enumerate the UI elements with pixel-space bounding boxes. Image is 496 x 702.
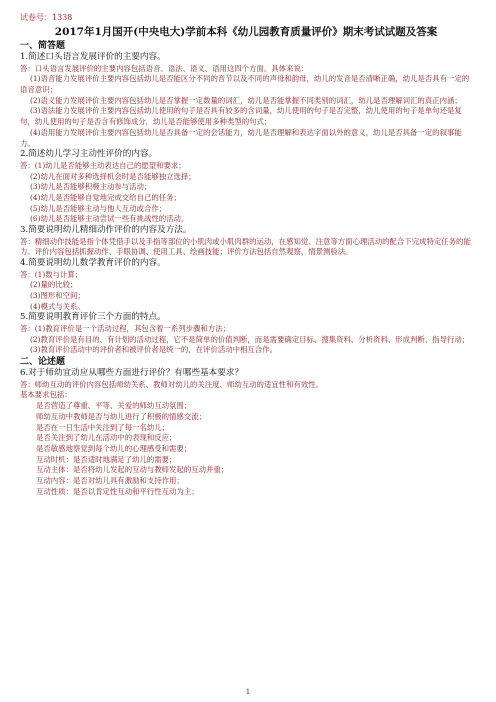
answer-1-point: (2)语义能力发展评价主要内容包括幼儿是否掌握一定数量的词汇，幼儿是否能掌握不同类别的词汇，幼儿是否理解词汇的真正内涵； (30, 95, 462, 105)
answer-6-line: 互动主体：是否将幼儿发起的互动与教师发起的互动并重； (36, 465, 229, 475)
document-title: 2017年1月国开(中央电大)学前本科《幼儿园教育质量评价》期末考试试题及答案 (54, 26, 438, 38)
answer-2-line: (3)幼儿是否能够积极主动参与活动； (30, 182, 152, 192)
answer-6-intro: 答：师幼互动的评价内容包括师幼关系、教师对幼儿的关注度、师幼互动的适宜性和有效性。 (20, 379, 324, 389)
answer-4-line: (2)量的比较； (30, 280, 78, 290)
paper-id: 试卷号：1338 (20, 13, 73, 22)
answer-2-line: (5)幼儿是否能够主动与他人互动或合作； (30, 203, 167, 213)
answer-2-line: 答：(1)幼儿是否能够主动表达自己的愿望和要求； (20, 160, 186, 170)
answer-6-line: 是否关注到了幼儿在活动中的表现和反应； (36, 433, 177, 443)
page-number: 1 (245, 688, 251, 696)
answer-6-line: 互动时机：是否适时地满足了幼儿的需要； (36, 454, 177, 464)
answer-1-intro: 答：口头语言发展评价的主要内容包括语音、语法、语义、语用这四个方面。具体来说： (20, 63, 309, 73)
section-heading-1: 一、简答题 (20, 41, 66, 51)
answer-2-line: (2)幼儿在面对多种选择机会时是否能够独立选择； (30, 171, 196, 181)
answer-6-line: 互动内容：是否对幼儿具有激励和支持作用； (36, 476, 184, 486)
answer-6-line: 是否在一日生活中关注到了每一名幼儿； (36, 422, 170, 432)
question-2: 2.简述幼儿学习主动性评价的内容。 (20, 149, 158, 160)
answer-5-line: 答：(1)教育评价是一个活动过程，其包含着一系列步骤和方法； (20, 324, 231, 334)
answer-4-line: (3)图形和空间； (30, 291, 85, 301)
question-3: 3.简要说明幼儿精细动作评价的内容及方法。 (20, 225, 192, 236)
answer-6-line: 是否营造了尊重、平等、关爱的师幼互动氛围； (36, 401, 192, 411)
answer-4-line: 答：(1)数与计算； (20, 269, 83, 279)
question-5: 5.简要说明教育评价三个方面的特点。 (20, 312, 166, 323)
answer-1-point: (1)语音能力发展评价主要内容包括幼儿是否能区分不同的音节以及不同的声母和韵母，幼儿的发音是否清晰正确，幼儿是否具有一定的语音意识； (20, 74, 470, 94)
question-4: 4.简要说明幼儿数学教育评价的内容。 (20, 258, 166, 269)
answer-6-line: 是否敏感地察觉到每个幼儿的心理感受和需要； (36, 443, 192, 453)
answer-6-basic-label: 基本要求包括： (20, 390, 72, 400)
answer-2-line: (4)幼儿是否能够自觉地完成交给自己的任务； (30, 192, 181, 202)
answer-5-line: (2)教育评价是有目的、有计划的活动过程，它不是简单的价值判断，而是需要确定目标、搜集资料、分析资料、形成判断、指导行动； (30, 334, 470, 344)
answer-1-point: (3)语法能力发展评价主要内容包括幼儿使用的句子是否具有较多的含词量，幼儿使用的句子是否完整，幼儿使用的句子是单句还是复句，幼儿使用的句子是否含有修饰成分，幼儿是否能够使用多种类型的句式； (20, 106, 462, 127)
answer-6-line: 师幼互动中教师是否与幼儿进行了积极的情感交流； (36, 411, 206, 421)
section-heading-2: 二、论述题 (20, 357, 66, 368)
answer-1-point: (4)语用能力发展评价主要内容包括幼儿是否具备一定的会话能力，幼儿是否理解和表达字面以外的意义，幼儿是否具备一定的叙事能力。 (20, 127, 462, 148)
answer-3: 答：精细动作技能是指个体凭借手以及手指等部位的小肌肉或小肌肉群的运动，在感知觉、注意等方面心理活动的配合下完成特定任务的能力。评价内容包括抓握动作、手眼协调、使用工具、绘画技能；评价方法包括自然观察，情景测验法。 (20, 236, 471, 257)
question-1: 1.简述口头语言发展评价的主要内容。 (20, 52, 166, 62)
answer-4-line: (4)模式与关系。 (30, 301, 85, 311)
question-6: 6.对于师幼宜动应从哪些方面进行评价？有哪些基本要求？ (20, 368, 244, 379)
answer-6-line: 互动性质：是否以肯定性互动和平行性互动为主； (36, 486, 199, 496)
answer-2-line: (6)幼儿是否能够主动尝试一些有挑战性的活动。 (30, 214, 189, 224)
answer-5-line: (3)教育评价活动中的评价者和被评价者是统一的，在评价活动中相互合作。 (30, 345, 277, 355)
